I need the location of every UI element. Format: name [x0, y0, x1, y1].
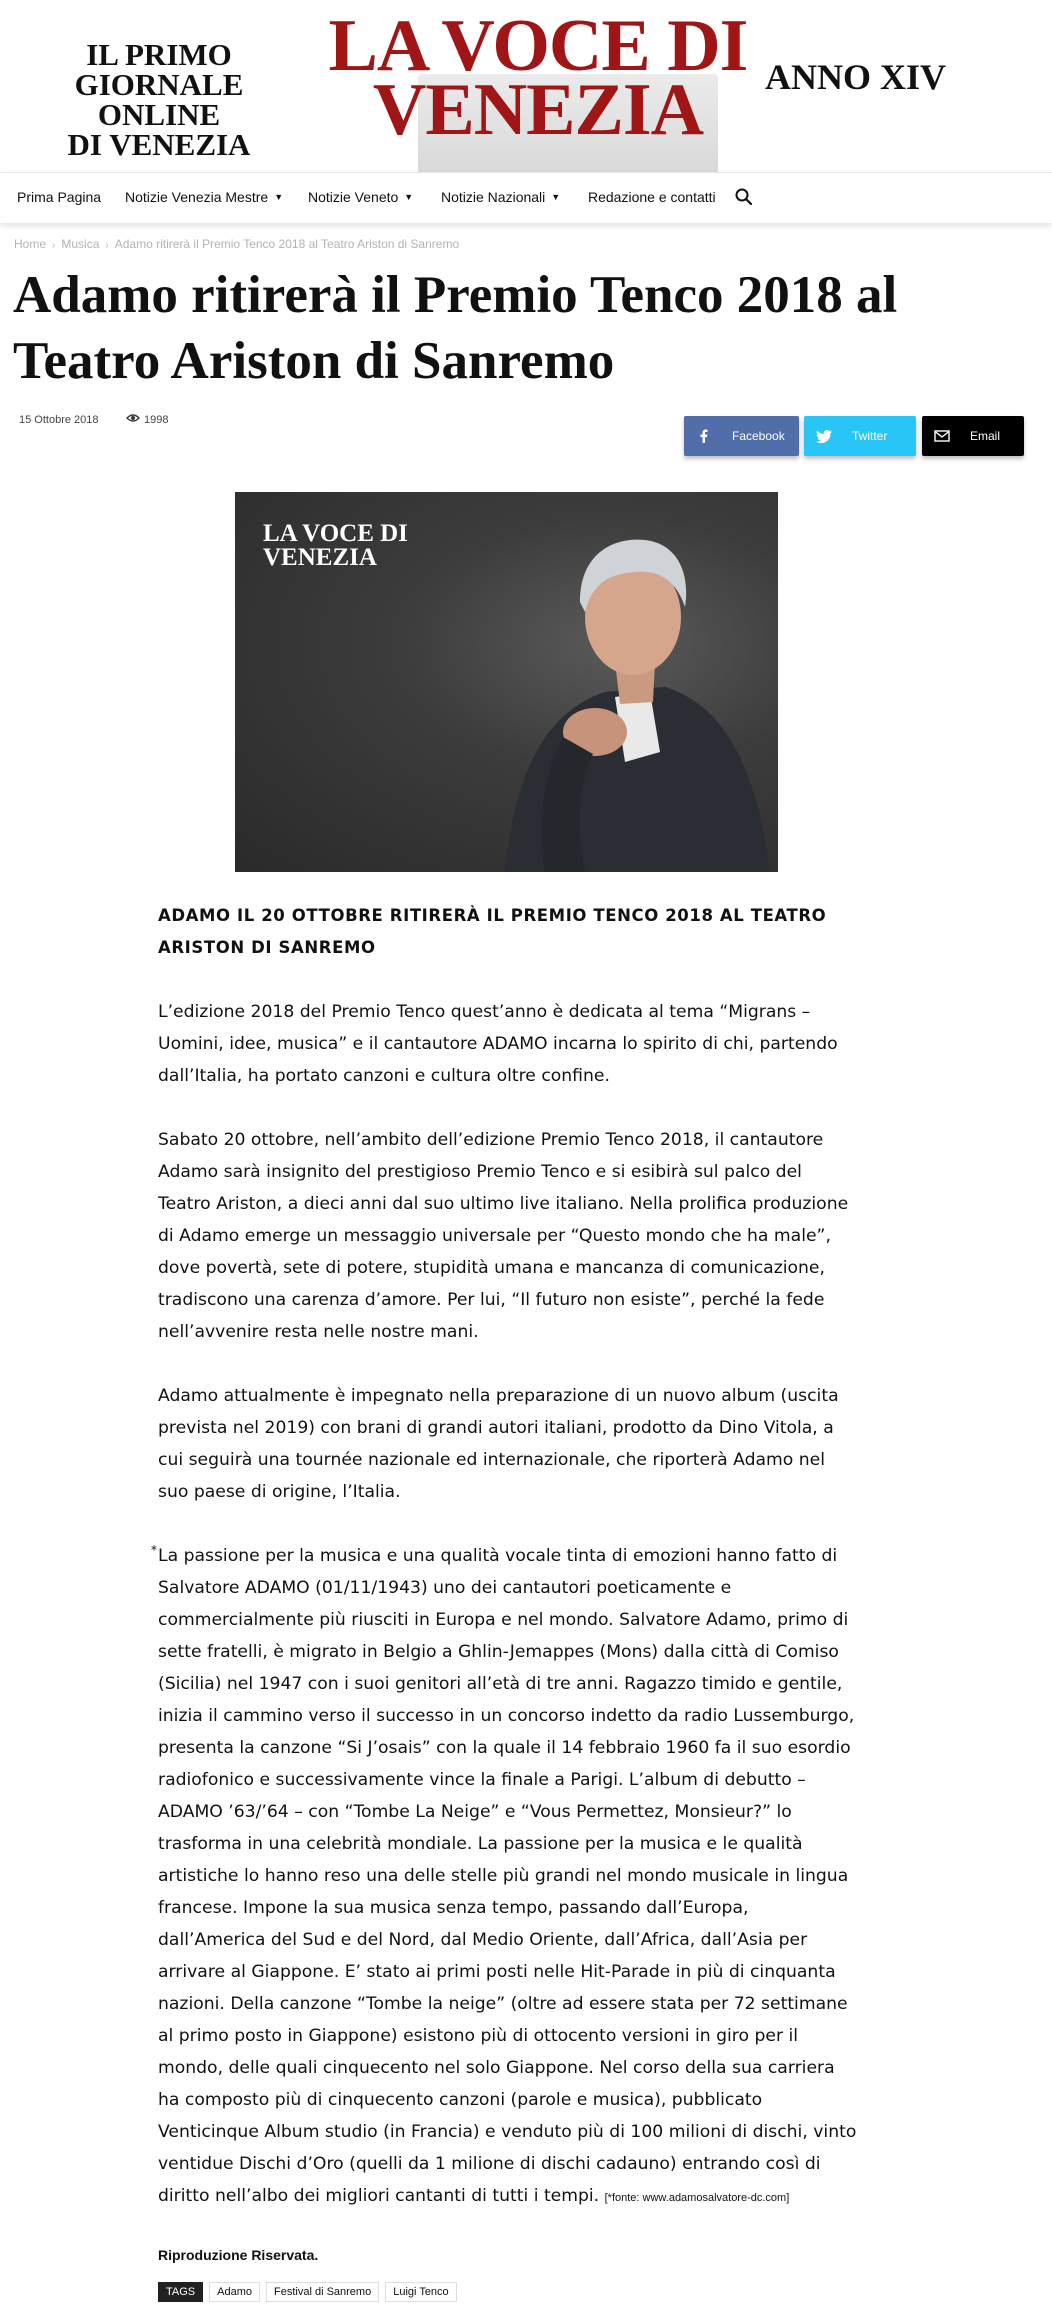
share-facebook-button[interactable]: Facebook	[684, 416, 799, 456]
tag-link[interactable]: Adamo	[209, 2282, 260, 2302]
article-paragraph: Adamo attualmente è impegnato nella preparazione di un nuovo album (uscita prevista nel 2019) con brani di grandi autori italiani, prodotto da Dino Vitola, a cui seguirà una tournée nazionale ed internazionale, che riporterà Adamo nel suo paese di origine, l’Italia.	[158, 1386, 839, 1502]
nav-item-redazione-e-contatti[interactable]: Redazione e contatti	[588, 189, 716, 205]
breadcrumb	[14, 237, 459, 251]
site-header	[0, 0, 1052, 170]
site-logo[interactable]: LA VOCE DI VENEZIA	[318, 14, 758, 164]
eye-icon	[126, 413, 140, 426]
article-paragraph: L’edizione 2018 del Premio Tenco quest’anno è dedicata al tema “Migrans – Uomini, idee, musica” e il cantautore ADAMO incarna lo spirito di chi, partendo dall’Italia, ha portato canzoni e cultura oltre confine.	[158, 1002, 838, 1086]
nav-item-notizie-nazionali[interactable]: Notizie Nazionali ▼	[441, 189, 561, 205]
nav-item-notizie-veneto[interactable]: Notizie Veneto ▼	[308, 189, 414, 205]
tags-list	[158, 2282, 457, 2302]
nav-item-prima-pagina[interactable]: Prima Pagina	[17, 189, 102, 205]
article-date: 15 Ottobre 2018	[19, 414, 99, 426]
facebook-icon	[684, 416, 724, 456]
chevron-right-icon: ›	[105, 240, 109, 251]
nav-item-notizie-venezia-mestre[interactable]: Notizie Venezia Mestre ▼	[125, 189, 284, 205]
article-bio-paragraph: * La passione per la musica e una qualità vocale tinta di emozioni hanno fatto di Salvatore ADAMO (01/11/1943) uno dei cantautori poeticamente e commercialmente più riusciti in Europa e nel mondo. Salvatore Adamo, primo di sette fratelli, è migrato in Belgio a Ghlin-Jemappes (Mons) dalla città di Comiso (Sicilia) nel 1947 con i suoi genitori all’età di tre anni. Ragazzo timido e gentile, inizia il cammino verso il successo in un concorso indetto da radio Lussemburgo, presenta la canzone “Si J’osais” con la quale il 14 febbraio 1960 fa il suo esordio radiofonico e successivamente vince la finale a Parigi. L’album di debutto – ADAMO ’63/’64 – con “Tombe La Neige” e “Vous Permettez, Monsieur?” lo trasforma in una celebrità mondiale. La passione per la musica e le qualità artistiche lo hanno reso una delle stelle più grandi nel mondo musicale in lingua francese. Impone la sua musica senza tempo, passando dall’Europa, dall’America del Sud e del Nord, dal Medio Oriente, dall’Africa, dall’Asia per arrivare al Giappone. E’ stato ai primi posti nelle Hit-Parade in più di cinquanta nazioni. Della canzone “Tombe la neige” (oltre ad essere stata per 72 settimane al primo posto in Giappone) esistono più di ottocento versioni in giro per il mondo, delle quali cinquecento nel solo Giappone. Nel corso della sua carriera ha composto più di cinquecento canzoni (parole e musica), pubblicato Venticinque Album studio (in Francia) e venduto più di 100 milioni di dischi, vinto ventidue Dischi d’Oro (quelli da 1 milione di dischi cadauno) entrando così di diritto nell’albo dei migliori cantanti di tutti i tempi. [*fonte: www.adamosalvatore-dc.com]	[158, 1540, 858, 2214]
article-image	[235, 492, 778, 872]
article-lead: ADAMO IL 20 OTTOBRE RITIRERÀ IL PREMIO TENCO 2018 AL TEATRO ARISTON DI SANREMO	[158, 906, 827, 957]
search-icon[interactable]	[734, 187, 754, 207]
twitter-icon	[804, 416, 844, 456]
chevron-right-icon: ›	[52, 240, 56, 251]
reproduction-notice: Riproduzione Riservata.	[158, 2247, 319, 2263]
header-year: ANNO XIV	[765, 57, 947, 97]
header-tagline: IL PRIMO GIORNALE ONLINE DI VENEZIA	[67, 37, 251, 162]
portrait-photo	[475, 522, 775, 872]
chevron-down-icon: ▼	[274, 192, 284, 202]
tag-link[interactable]: Luigi Tenco	[385, 2282, 456, 2302]
share-email-button[interactable]: Email	[922, 416, 1024, 456]
breadcrumb-current: Adamo ritirerà il Premio Tenco 2018 al Teatro Ariston di Sanremo	[114, 237, 460, 251]
main-nav	[0, 172, 1052, 223]
share-twitter-button[interactable]: Twitter	[804, 416, 916, 456]
chevron-down-icon: ▼	[551, 192, 561, 202]
source-note: [*fonte: www.adamosalvatore-dc.com]	[604, 2192, 790, 2204]
breadcrumb-home[interactable]: Home	[14, 237, 47, 251]
tag-link[interactable]: Festival di Sanremo	[266, 2282, 379, 2302]
tags-label: TAGS	[158, 2282, 203, 2302]
article-body	[151, 900, 858, 2246]
footnote-asterisk: *	[151, 1543, 157, 1557]
image-watermark-logo: LA VOCE DI VENEZIA	[263, 520, 408, 571]
breadcrumb-category[interactable]: Musica	[61, 237, 100, 251]
envelope-icon	[922, 416, 962, 456]
article-views: 1998	[126, 413, 168, 426]
article-title: Adamo ritirerà il Premio Tenco 2018 al Teatro Ariston di Sanremo	[13, 266, 898, 390]
chevron-down-icon: ▼	[404, 192, 414, 202]
article-paragraph: Sabato 20 ottobre, nell’ambito dell’edizione Premio Tenco 2018, il cantautore Adamo sarà insignito del prestigioso Premio Tenco e si esibirà sul palco del Teatro Ariston, a dieci anni dal suo ultimo live italiano. Nella prolifica produzione di Adamo emerge un messaggio universale per “Questo mondo che ha male”, dove povertà, sete di potere, stupidità umana e mancanza di comunicazione, tradiscono una carenza d’amore. Per lui, “Il futuro non esiste”, perché la fede nell’avvenire resta nelle nostre mani.	[158, 1130, 849, 1342]
